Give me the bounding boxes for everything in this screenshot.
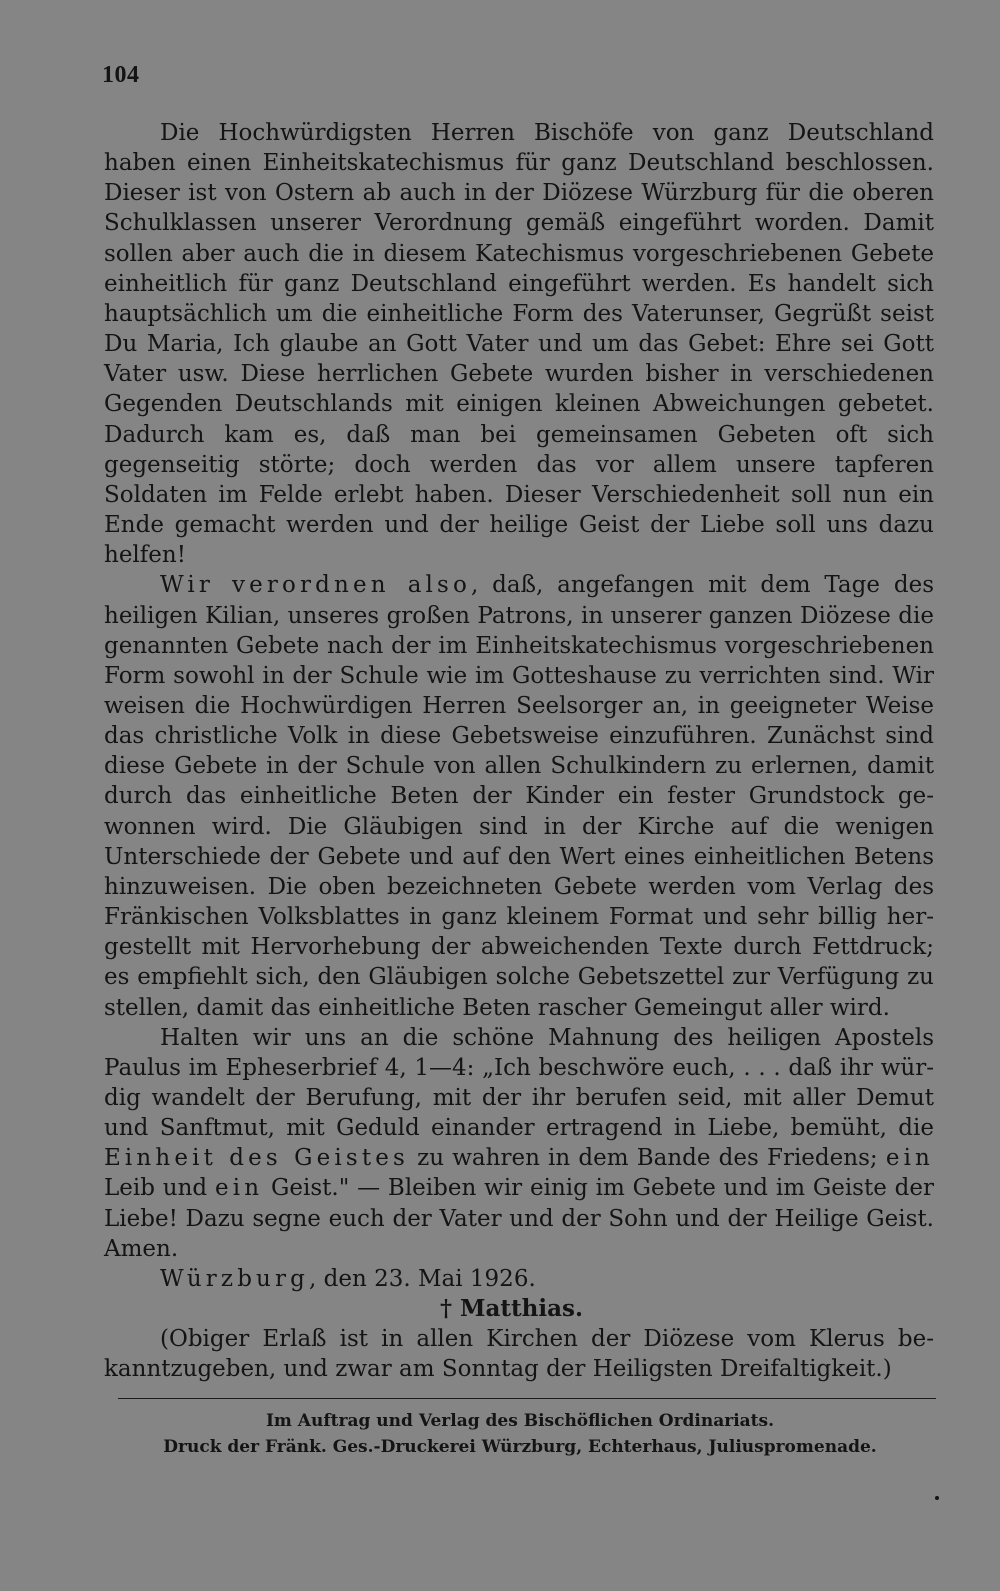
main-text — [104, 118, 934, 1385]
paragraph-intro: Die Hochwürdigsten Herren Bischöfe von ganz Deutschland haben einen Einheitskatechismus für ganz Deutschland beschlossen. Dieser ist von Ostern ab auch in der Diözese Würzburg für die oberen Schulklassen unserer Verordnung gemäß eingeführt worden. Damit sollen aber auch die in diesem Katechismus vorgeschriebenen Gebete einheitlich für ganz Deutschland eingeführt werden. Es handelt sich hauptsächlich um die einheitliche Form des Vaterunser, Gegrüßt seist Du Maria, Ich glaube an Gott Vater und um das Gebet: Ehre sei Gott Vater usw. Diese herrlichen Gebete wurden bisher in verschiedenen Gegenden Deutschlands mit einigen kleinen Abweichungen gebetet. Dadurch kam es, daß man bei gemeinsamen Gebeten oft sich gegenseitig störte; doch werden das vor allem unsere tapferen Soldaten im Felde erlebt haben. Dieser Verschiedenheit soll nun ein Ende gemacht werden und der heilige Geist der Liebe soll uns dazu helfen! — [104, 120, 934, 569]
place-date-line — [104, 1264, 934, 1294]
exhortation-part-4: Geist." — Bleiben wir einig im Gebete und im Geiste der Liebe! Dazu segne euch der Vater und der Sohn und der Heilige Geist. Amen. — [104, 1175, 934, 1262]
signature: † Matthias. — [440, 1295, 583, 1323]
imprint-line-printer: Druck der Fränk. Ges.-Druckerei Würzburg, Echterhaus, Juliuspromenade. — [163, 1437, 877, 1457]
paragraph-decree — [104, 570, 934, 1022]
paragraph-exhortation — [104, 1023, 934, 1264]
date-text: , den 23. Mai 1926. — [309, 1265, 536, 1292]
imprint-line-publisher: Im Auftrag und Verlag des Bischöflichen Ordinariats. — [265, 1411, 775, 1431]
exhortation-part-1: Halten wir uns an die schöne Mahnung des heiligen Apostels Paulus im Epheserbrief 4, 1—4: „Ich beschwöre euch, . . . daß ihr würdig wandelt der Berufung, mit der ihr berufen seid, mit aller Demut und Sanftmut, mit Geduld einander ertragend in Liebe, bemüht, die — [104, 1024, 934, 1142]
page-number: 104 — [102, 62, 140, 88]
exhortation-part-3: Leib und — [104, 1175, 215, 1202]
decree-text: , daß, angefangen mit dem Tage des heiligen Kilian, unseres großen Patrons, in unserer ganzen Diözese die genannten Gebete nach der im Einheitskatechismus vorgeschriebenen Form sowohl in der Schule wie im Gotteshause zu verrichten sind. Wir weisen die Hochwürdigen Herren Seelsorger an, in geeigneter Weise das christliche Volk in diese Gebetsweise einzuführen. Zunächst sind diese Gebete in der Schule von allen Schulkindern zu erlernen, damit durch das einheitliche Beten der Kinder ein fester Grundstock gewonnen wird. Die Gläubigen sind in der Kirche auf die wenigen Unterschiede der Gebete und auf den Wert eines einheitlichen Betens hinzuweisen. Die oben bezeichneten Gebete werden vom Verlag des Fränkischen Volksblattes in ganz kleinem Format und sehr billig hergestellt mit Hervorhebung der abweichenden Texte durch Fettdruck; es empfiehlt sich, den Gläubigen solche Gebetszettel zur Verfügung zu stellen, damit das einheitliche Beten rascher Gemeingut aller wird. — [104, 572, 934, 1021]
exhortation-spaced-2: ein — [885, 1145, 935, 1172]
imprint-footer — [100, 1408, 940, 1460]
decree-lead-spaced: Wir verordnen also — [160, 572, 471, 599]
exhortation-spaced-1: Einheit des Geistes — [104, 1145, 409, 1172]
exhortation-part-2: zu wahren in dem Bande des Friedens; — [408, 1145, 886, 1172]
footer-divider — [118, 1398, 936, 1399]
margin-dot — [935, 1496, 939, 1500]
exhortation-spaced-3: ein — [214, 1175, 264, 1202]
place-name: Würzburg — [160, 1265, 310, 1292]
publication-note: (Obiger Erlaß ist in allen Kirchen der Diözese vom Klerus bekanntzugeben, und zwar am Sonntag der Heiligsten Dreifaltigkeit.) — [104, 1326, 934, 1383]
